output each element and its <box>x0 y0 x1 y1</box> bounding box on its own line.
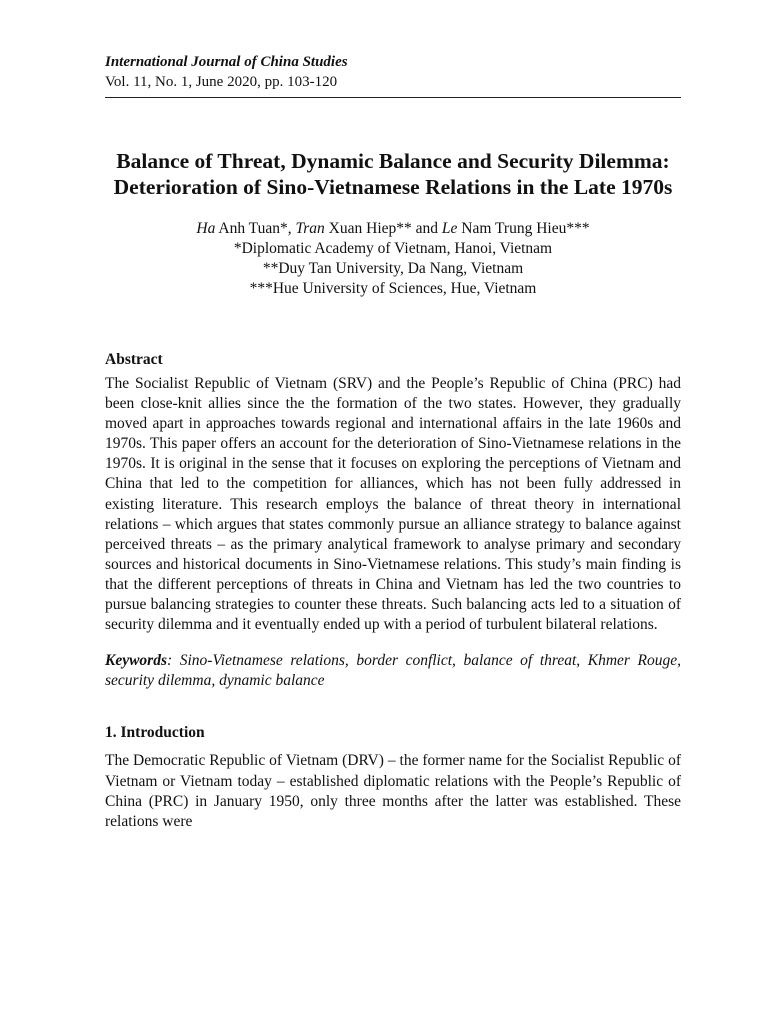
header-rule <box>105 97 681 98</box>
affiliation-1: *Diplomatic Academy of Vietnam, Hanoi, Vietnam <box>233 240 553 257</box>
abstract-heading: Abstract <box>105 351 163 368</box>
abstract-text: The Socialist Republic of Vietnam (SRV) and the People’s Republic of China (PRC) had been close-knit allies since the the formation of the two states. However, they gradually moved apart in approaches towards regional and international affairs in the late 1960s and 1970s. This paper offers an account for the deterioration of Sino-Vietnamese relations in the 1970s. It is original in the sense that it focuses on exploring the perceptions of Vietnam and China that led to the competition for alliances, which has not been fully addressed in existing literature. This research employs the balance of threat theory in international relations – which argues that states commonly pursue an alliance strategy to balance against perceived threats – as the primary analytical framework to analyse primary and secondary sources and historical documents in Sino-Vietnamese relations. This study’s main finding is that the different perceptions of threats in China and Vietnam has led the two countries to pursue balancing strategies to counter these threats. Such balancing acts led to a situation of security dilemma and it eventually ended up with a period of turbulent bilateral relations. <box>105 375 681 634</box>
author-1-surname: Ha <box>196 220 216 237</box>
author-block <box>105 219 681 299</box>
author-3-rest: Nam Trung Hieu*** <box>457 220 590 237</box>
keywords-label: Keywords <box>105 652 167 670</box>
affiliation-3: ***Hue University of Sciences, Hue, Vietnam <box>249 280 537 297</box>
paper-title: Balance of Threat, Dynamic Balance and Security Dilemma: Deterioration of Sino-Vietnamese Relations in the Late 1970s <box>113 149 673 199</box>
journal-volume: Vol. 11, No. 1, June 2020, pp. 103-120 <box>105 74 338 90</box>
introduction-heading: 1. Introduction <box>105 724 205 742</box>
author-names <box>105 219 681 239</box>
keywords-text: : Sino-Vietnamese relations, border conflict, balance of threat, Khmer Rouge, security dilemma, dynamic balance <box>105 652 681 690</box>
author-1-rest: Anh Tuan*, <box>215 220 296 237</box>
author-2-rest: Xuan Hiep** and <box>324 220 442 237</box>
journal-name: International Journal of China Studies <box>105 54 348 70</box>
paper-page <box>105 52 681 832</box>
introduction-text: The Democratic Republic of Vietnam (DRV) – the former name for the Socialist Republic of Vietnam or Vietnam today – established diplomatic relations with the People’s Republic of China (PRC) in January 1950, only three months after the latter was established. These relations were <box>105 752 681 830</box>
affiliation-2: **Duy Tan University, Da Nang, Vietnam <box>262 260 524 277</box>
keywords-paragraph <box>105 651 681 691</box>
author-2-surname: Tran <box>295 220 325 237</box>
author-3-surname: Le <box>441 220 458 237</box>
